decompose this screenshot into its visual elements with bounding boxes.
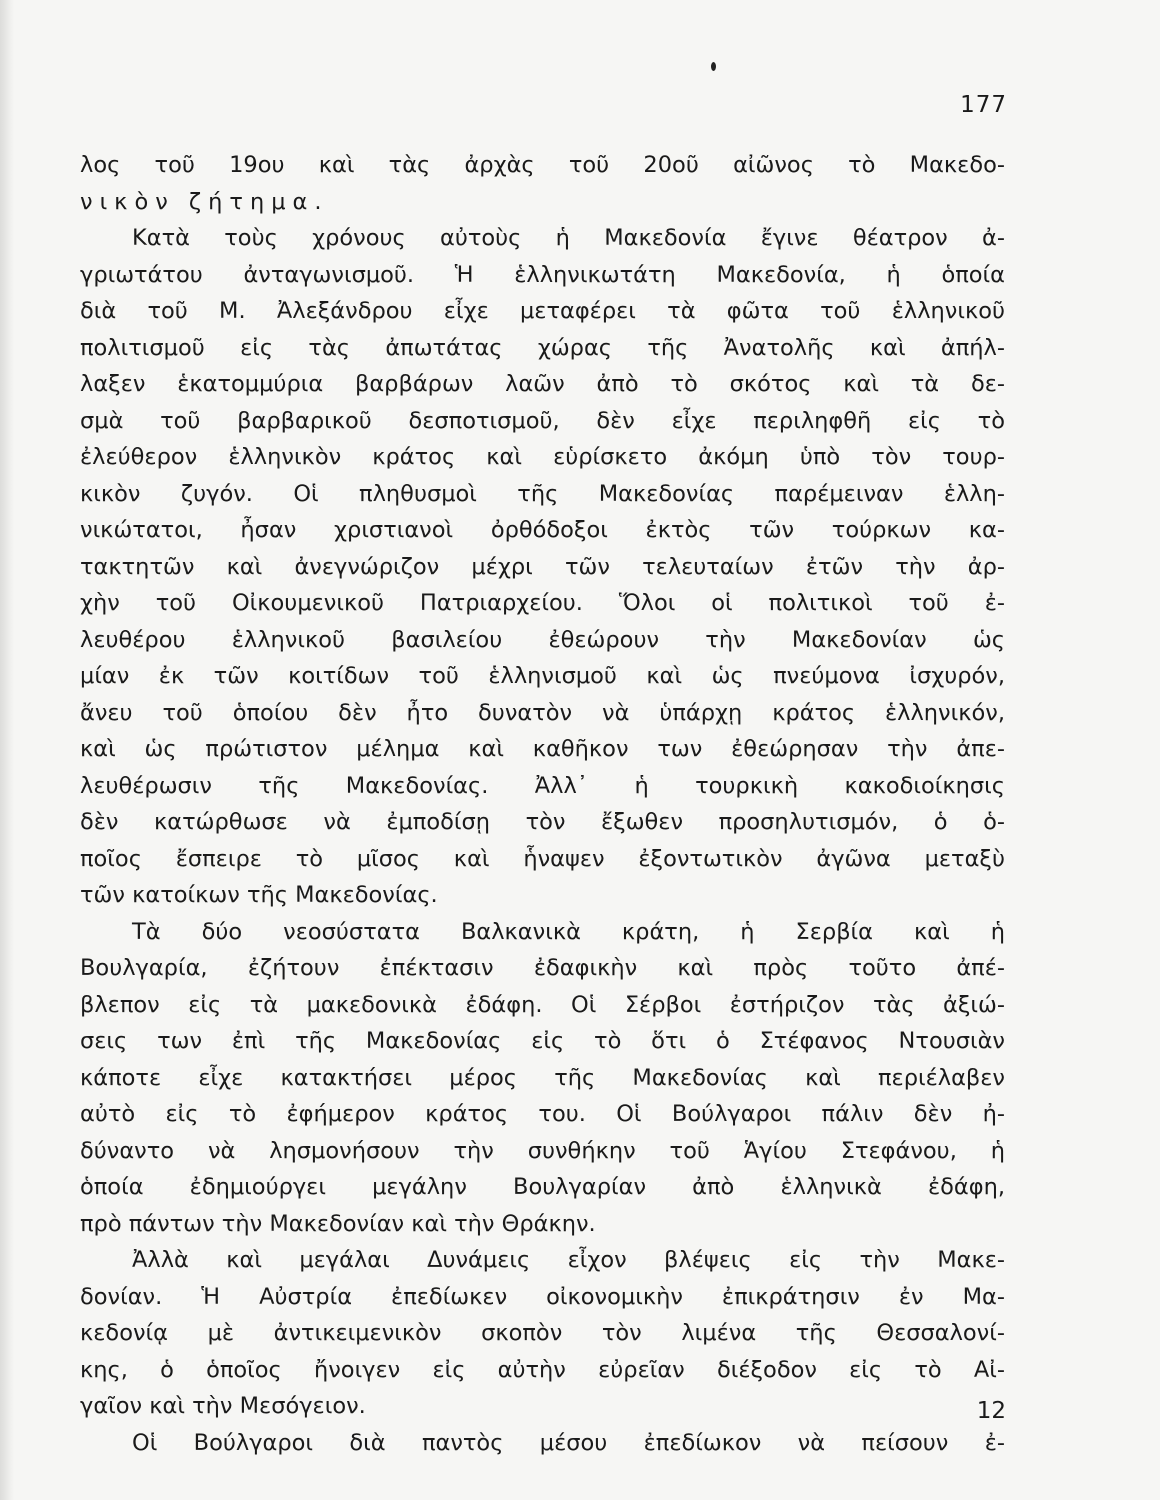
text-line: λαξεν ἑκατομμύρια βαρβάρων λαῶν ἀπὸ τὸ σκότος καὶ τὰ δε- [80, 371, 1005, 397]
text-line: λευθέρου ἑλληνικοῦ βασιλείου ἐθεώρουν τὴν Μακεδονίαν ὡς [80, 626, 1005, 653]
text-line: γριωτάτου ἀνταγωνισμοῦ. Ἡ ἑλληνικωτάτη Μακεδονία, ἡ ὁποία [80, 261, 1005, 288]
text-line: κης, ὁ ὁποῖος ἤνοιγεν εἰς αὐτὴν εὐρεῖαν διέξοδον εἰς τὸ Αἰ- [80, 1356, 1005, 1383]
body-text [80, 147, 1005, 1461]
text-line: αὐτὸ εἰς τὸ ἐφήμερον κράτος του. Οἱ Βούλγαροι πάλιν δὲν ἠ- [80, 1101, 1005, 1127]
text-line: τῶν κατοίκων τῆς Μακεδονίας. [80, 882, 438, 908]
text-line: ἐλεύθερον ἑλληνικὸν κράτος καὶ εὑρίσκετο ἀκόμη ὑπὸ τὸν τουρ- [80, 444, 1005, 470]
text-line: δύναντο νὰ λησμονήσουν τὴν συνθήκην τοῦ Ἁγίου Στεφάνου, ἡ [80, 1137, 1005, 1164]
text-line: διὰ τοῦ Μ. Ἀλεξάνδρου εἶχε μεταφέρει τὰ φῶτα τοῦ ἑλληνικοῦ [80, 298, 1005, 324]
signature-mark: 12 [976, 1398, 1006, 1424]
text-line: τακτητῶν καὶ ἀνεγνώριζον μέχρι τῶν τελευταίων ἐτῶν τὴν ἀρ- [80, 553, 1005, 580]
text-line: ποῖος ἔσπειρε τὸ μῖσος καὶ ἧναψεν ἐξοντωτικὸν ἀγῶνα μεταξὺ [80, 845, 1005, 872]
text-line: Βουλγαρία, ἐζήτουν ἐπέκτασιν ἐδαφικὴν καὶ πρὸς τοῦτο ἀπέ- [80, 955, 1005, 981]
text-line: νικώτατοι, ἦσαν χριστιανοὶ ὀρθόδοξοι ἐκτὸς τῶν τούρκων κα- [80, 517, 1005, 543]
text-line: λευθέρωσιν τῆς Μακεδονίας. Ἀλλ᾽ ἡ τουρκικὴ κακοδιοίκησις [80, 772, 1005, 799]
text-line: σμὰ τοῦ βαρβαρικοῦ δεσποτισμοῦ, δὲν εἶχε περιληφθῆ εἰς τὸ [80, 407, 1005, 434]
page-number: 177 [960, 92, 1007, 118]
text-line: γαῖον καὶ τὴν Μεσόγειον. [80, 1393, 366, 1419]
text-line: πρὸ πάντων τὴν Μακεδονίαν καὶ τὴν Θράκην. [80, 1210, 596, 1237]
paragraph-start-line: Κατὰ τοὺς χρόνους αὐτοὺς ἡ Μακεδονία ἔγινε θέατρον ἀ- [132, 225, 1005, 251]
text-line: δονίαν. Ἡ Αὐστρία ἐπεδίωκεν οἰκονομικὴν ἐπικράτησιν ἐν Μα- [80, 1283, 1005, 1310]
text-line: ὁποία ἐδημιούργει μεγάλην Βουλγαρίαν ἀπὸ ἑλληνικὰ ἐδάφη, [80, 1174, 1005, 1200]
text-line: κάποτε εἶχε κατακτήσει μέρος τῆς Μακεδονίας καὶ περιέλαβεν [80, 1064, 1005, 1091]
text-line: ἄνευ τοῦ ὁποίου δὲν ἦτο δυνατὸν νὰ ὑπάρχῃ κράτος ἑλληνικόν, [80, 699, 1005, 726]
text-line: χὴν τοῦ Οἰκουμενικοῦ Πατριαρχείου. Ὅλοι οἱ πολιτικοὶ τοῦ ἐ- [80, 590, 1005, 616]
paragraph-start-line: Τὰ δύο νεοσύστατα Βαλκανικὰ κράτη, ἡ Σερβία καὶ ἡ [132, 918, 1005, 945]
text-line: κικὸν ζυγόν. Οἱ πληθυσμοὶ τῆς Μακεδονίας παρέμειναν ἑλλη- [80, 480, 1005, 507]
text-line: βλεπον εἰς τὰ μακεδονικὰ ἐδάφη. Οἱ Σέρβοι ἐστήριζον τὰς ἀξιώ- [80, 991, 1005, 1018]
text-line: σεις των ἐπὶ τῆς Μακεδονίας εἰς τὸ ὅτι ὁ Στέφανος Ντουσιὰν [80, 1028, 1005, 1054]
paragraph-start-line: Ἀλλὰ καὶ μεγάλαι Δυνάμεις εἶχον βλέψεις εἰς τὴν Μακε- [132, 1247, 1005, 1273]
ink-speck [711, 62, 716, 71]
text-line: κεδονίᾳ μὲ ἀντικειμενικὸν σκοπὸν τὸν λιμένα τῆς Θεσσαλονί- [80, 1320, 1005, 1346]
text-line: δὲν κατώρθωσε νὰ ἐμποδίσῃ τὸν ἔξωθεν προσηλυτισμόν, ὁ ὁ- [80, 809, 1005, 835]
text-line: μίαν ἐκ τῶν κοιτίδων τοῦ ἑλληνισμοῦ καὶ ὡς πνεύμονα ἰσχυρόν, [80, 663, 1005, 689]
text-line: νικὸν ζήτημα. [80, 188, 329, 215]
paragraph-start-line: Οἱ Βούλγαροι διὰ παντὸς μέσου ἐπεδίωκον νὰ πείσουν ἐ- [132, 1429, 1005, 1456]
text-line: πολιτισμοῦ εἰς τὰς ἀπωτάτας χώρας τῆς Ἀνατολῆς καὶ ἀπήλ- [80, 334, 1005, 361]
text-line: καὶ ὡς πρώτιστον μέλημα καὶ καθῆκον των ἐθεώρησαν τὴν ἀπε- [80, 736, 1005, 762]
text-line: λος τοῦ 19ου καὶ τὰς ἀρχὰς τοῦ 20οῦ αἰῶνος τὸ Μακεδο- [80, 152, 1005, 178]
page-edge-shadow [0, 0, 14, 1500]
